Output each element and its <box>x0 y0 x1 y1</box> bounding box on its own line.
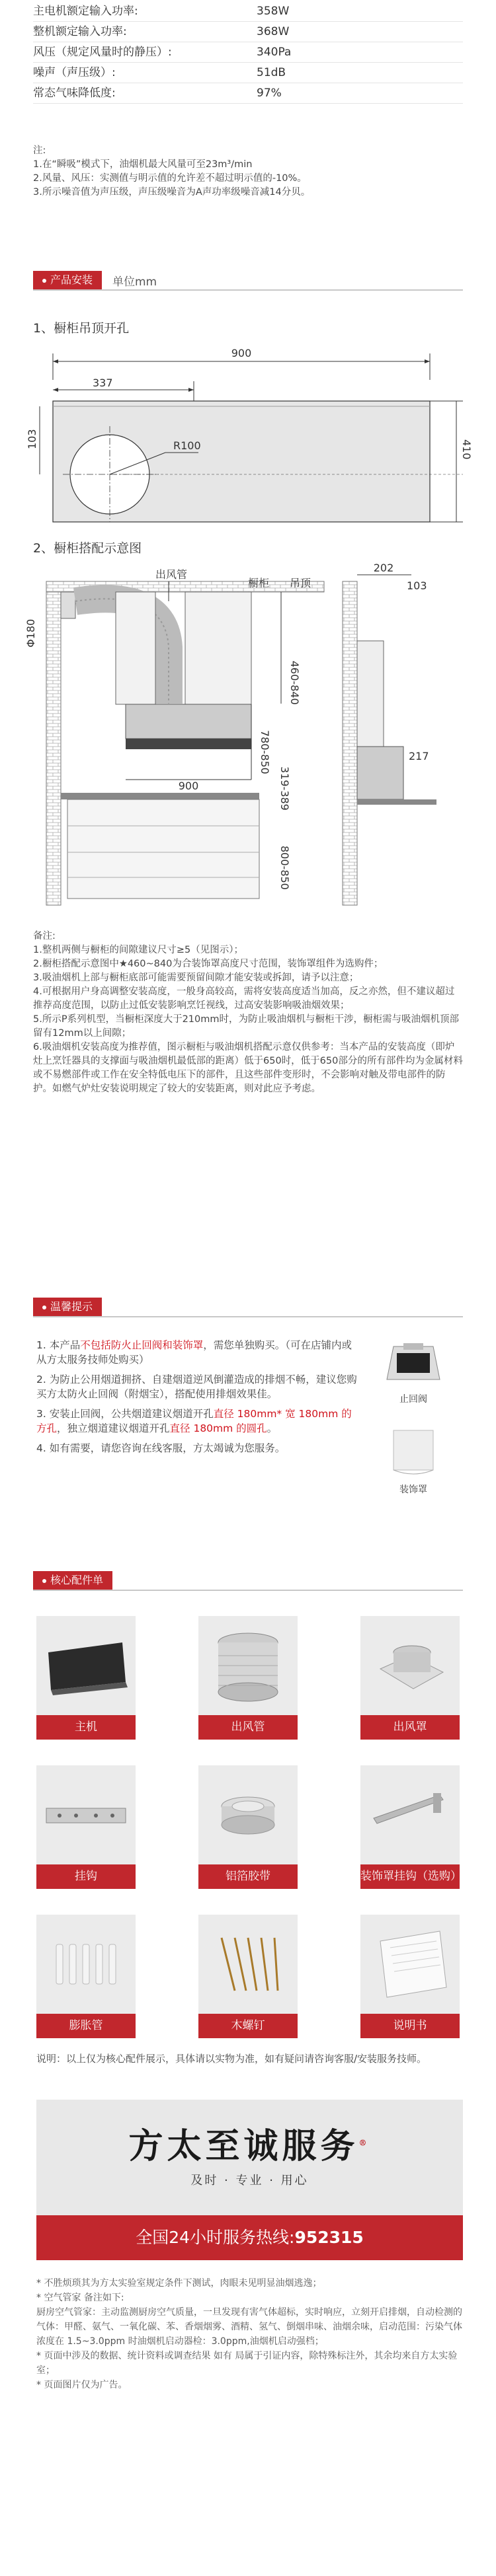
check-valve-icon <box>374 1333 453 1389</box>
hotline-number: 952315 <box>294 2228 364 2247</box>
tips-tag-label: 温馨提示 <box>50 1300 93 1313</box>
accessory-label: 说明书 <box>360 2014 460 2038</box>
dim-height-range: 460-840 <box>288 661 301 705</box>
hotline-bar <box>36 2215 463 2260</box>
spec-row <box>33 1 463 22</box>
tip-highlight: 不包括防火止回阀和装饰罩 <box>80 1339 204 1351</box>
label-ceiling: 吊顶 <box>290 577 311 589</box>
spec-note-item: 1.在“瞬吸”模式下，油烟机最大风量可至23m³/min <box>33 159 253 170</box>
tip-text: 。 <box>267 1422 278 1434</box>
bullet-icon <box>42 279 46 283</box>
accessory-label: 出风管 <box>198 1715 298 1740</box>
spec-label: 噪声（声压级）: <box>33 66 116 79</box>
install-unit: 单位mm <box>112 276 157 289</box>
spec-note-item: 3.所示噪音值为声压级，声压级噪音为A声功率级噪音减14分贝。 <box>33 187 311 198</box>
dim-side-103: 103 <box>407 579 427 592</box>
dim-side-202: 202 <box>373 562 394 574</box>
install-note-item: 6.吸油烟机安装高度为推荐值，图示橱柜与吸油烟机搭配示意仅供参考：当本产品的安装高度（即炉灶上烹饪器具的支撑面与吸油烟机最低部的距离）低于650时，低于650部分的所有部件均为金属材料或不易燃部件或工作在安全特低电压下的部件，且这些部件变形时，不会影响对触及带电部件的防护。如燃气炉灶安装说明规定了较大的安装距离，则对此应予考虑。 <box>33 1042 463 1094</box>
footnote-item: * 页面中涉及的数据、统计资料或调查结果 如有 局属于引证内容，除特殊标注外，其余均来自方太实验室； <box>36 2351 458 2376</box>
manual-icon <box>360 1915 460 2014</box>
exhaust-pipe-icon <box>198 1616 298 1715</box>
dim-counter: 800-850 <box>278 846 291 890</box>
tip-text: 1. 本产品 <box>36 1339 81 1351</box>
dim-hood-height: 780-850 <box>259 730 271 774</box>
bullet-icon <box>42 1306 46 1309</box>
dim-width: 900 <box>178 780 199 792</box>
spec-row <box>33 42 463 63</box>
tip-item <box>36 1338 360 1367</box>
tip-item: 4. 如有需要，请您咨询在线客服，方太竭诚为您服务。 <box>36 1442 286 1454</box>
accessory-card-pipe <box>198 1616 298 1715</box>
spec-label: 风压（规定风量时的静压）: <box>33 46 172 59</box>
dim-width: 900 <box>231 347 252 359</box>
dim-depth: 410 <box>460 439 473 460</box>
label-cabinet: 橱柜 <box>248 577 270 589</box>
spec-value: 51dB <box>257 66 286 79</box>
dim-front: 103 <box>26 429 38 449</box>
range-hood-icon <box>36 1616 136 1715</box>
cabinet-matching-drawing <box>26 562 470 918</box>
anchor-icon <box>36 1915 136 2014</box>
accessory-label: 主机 <box>36 1715 136 1740</box>
service-sub: 及时 · 专业 · 用心 <box>190 2174 309 2188</box>
install-note-item: 5.所示P系列机型，当橱柜深度大于210mm时，为防止吸油烟机与橱柜干涉，橱柜需与吸油烟机顶部留有12mm以上间隙； <box>33 1014 460 1039</box>
spec-value: 340Pa <box>257 46 292 59</box>
accessories-tag <box>33 1571 112 1590</box>
footnote-item: * 不胜烦琐其为方太实验室规定条件下测试，肉眼未见明显油烟逃逸； <box>36 2278 322 2289</box>
tip-highlight: 直径 180mm* 宽 180mm 的方孔 <box>36 1408 352 1434</box>
accessory-card-screw <box>198 1915 298 2014</box>
spec-notes-title: 注: <box>33 145 46 156</box>
accessory-card-anchor <box>36 1915 136 2014</box>
foil-tape-icon <box>198 1765 298 1864</box>
tips-section-header <box>33 1298 463 1317</box>
tip-text: ，需您单独购买。（可在店铺内或从方太服务技师处购买） <box>36 1339 352 1366</box>
trademark-mark: ® <box>358 2138 371 2148</box>
label-pipe: 出风管 <box>155 568 188 581</box>
tip-text: 3. 安装止回阀，公共烟道建议烟道开孔 <box>36 1408 214 1420</box>
accessory-label: 出风罩 <box>360 1715 460 1740</box>
hook-icon <box>36 1765 136 1864</box>
accessory-label: 铝箔胶带 <box>198 1864 298 1889</box>
cover-hook-icon <box>360 1765 460 1864</box>
step2-heading: 2、橱柜搭配示意图 <box>33 541 142 556</box>
install-note-item: 3.吸油烟机上部与橱柜底部可能需要预留间隙才能安装或拆卸，请予以注意； <box>33 973 359 983</box>
accessory-card-manual <box>360 1915 460 2014</box>
footnote-item: * 空气管家 备注如下: <box>36 2293 124 2303</box>
install-notes-title: 备注: <box>33 931 56 941</box>
spec-label: 整机额定输入功率: <box>33 25 127 38</box>
accessory-label: 膨胀管 <box>36 2014 136 2038</box>
service-slogan <box>36 2118 463 2168</box>
decorative-cover-label: 装饰罩 <box>399 1485 427 1495</box>
install-note-item: 4.可根据用户身高调整安装高度，一般身高较高，需将安装高度适当加高，反之亦然，但不建议超过推荐高度范围，以防止过低安装影响烹饪视线，过高安装影响吸油烟效果； <box>33 986 455 1011</box>
ceiling-hole-drawing <box>26 340 473 529</box>
install-tag-label: 产品安装 <box>50 274 93 286</box>
accessories-section-header <box>33 1571 463 1591</box>
accessory-label: 木螺钉 <box>198 2014 298 2038</box>
dim-pipe-dia: Φ180 <box>24 618 37 647</box>
accessories-tag-label: 核心配件单 <box>50 1574 104 1586</box>
accessory-card-cover-hook <box>360 1765 460 1864</box>
accessory-card-outlet <box>360 1616 460 1715</box>
install-note-item: 1.整机两侧与橱柜的间隙建议尺寸≥5（见图示）； <box>33 945 243 955</box>
spec-row <box>33 63 463 83</box>
install-tag <box>33 271 102 289</box>
tip-text: ，独立烟道建议烟道开孔 <box>57 1422 170 1434</box>
hotline-label: 全国24小时服务热线: <box>136 2228 295 2247</box>
outlet-cover-icon <box>360 1616 460 1715</box>
install-section-header <box>33 271 463 291</box>
spec-value: 358W <box>257 5 290 18</box>
screw-icon <box>198 1915 298 2014</box>
spec-label: 主电机额定输入功率: <box>33 5 138 18</box>
footnotes <box>36 2276 463 2392</box>
decorative-cover-icon <box>374 1424 453 1480</box>
check-valve-label: 止回阀 <box>399 1394 427 1405</box>
dim-radius: R100 <box>173 439 201 452</box>
dim-offset: 337 <box>93 377 113 389</box>
install-notes <box>33 930 463 1096</box>
step1-heading: 1、橱柜吊顶开孔 <box>33 321 130 336</box>
check-valve-card <box>374 1333 453 1406</box>
dim-hood-gap: 319-389 <box>278 766 291 811</box>
spec-value: 368W <box>257 25 290 38</box>
spec-value: 97% <box>257 87 282 100</box>
accessory-card-host <box>36 1616 136 1715</box>
accessory-label: 装饰罩挂钩（选购） <box>360 1864 460 1889</box>
service-slogan-text: 方太至诚服务 <box>128 2126 359 2166</box>
accessory-card-hook <box>36 1765 136 1864</box>
service-banner <box>36 2100 463 2215</box>
accessories-note: 说明：以上仅为核心配件展示，具体请以实物为准，如有疑问请咨询客服/安装服务技师。 <box>36 2053 427 2065</box>
footnote-item: 厨房空气管家：主动监测厨房空气质量，一旦发现有害气体超标，实时响应，立刻开启排烟，自动检测的气体：甲醛、氨气、一氧化碳、苯、香烟烟雾、酒精、氢气、倒烟串味、油烟余味，启动范围：污染气体浓度在 1.5~3.0ppm 时油烟机启动器检：3.0ppm,油烟机启动强档； <box>36 2307 462 2347</box>
spec-notes <box>33 144 463 200</box>
tips-list <box>36 1338 360 1455</box>
accessory-label: 挂钩 <box>36 1864 136 1889</box>
accessory-card-tape <box>198 1765 298 1864</box>
tips-tag <box>33 1298 102 1316</box>
spec-row <box>33 22 463 42</box>
install-note-item: 2.橱柜搭配示意图中★460~840为合装饰罩高度尺寸范围，装饰罩组件为选购件； <box>33 959 384 969</box>
decorative-cover-card <box>374 1424 453 1496</box>
spec-row <box>33 83 463 104</box>
spec-label: 常态气味降低度: <box>33 87 116 100</box>
spec-note-item: 2.风量、风压：实测值与明示值的允许差不超过明示值的-10%。 <box>33 173 307 184</box>
tip-highlight: 直径 180mm 的圆孔 <box>169 1422 267 1434</box>
tip-item: 2. 为防止公用烟道拥挤、自建烟道逆风倒灌造成的排烟不畅，建议您购买方太防火止回阀（附烟宝），搭配使用排烟效果佳。 <box>36 1374 357 1400</box>
bullet-icon <box>42 1579 46 1583</box>
footnote-item: * 页面图片仅为广告。 <box>36 2380 128 2390</box>
dim-side-217: 217 <box>409 750 429 762</box>
tip-item <box>36 1407 360 1436</box>
